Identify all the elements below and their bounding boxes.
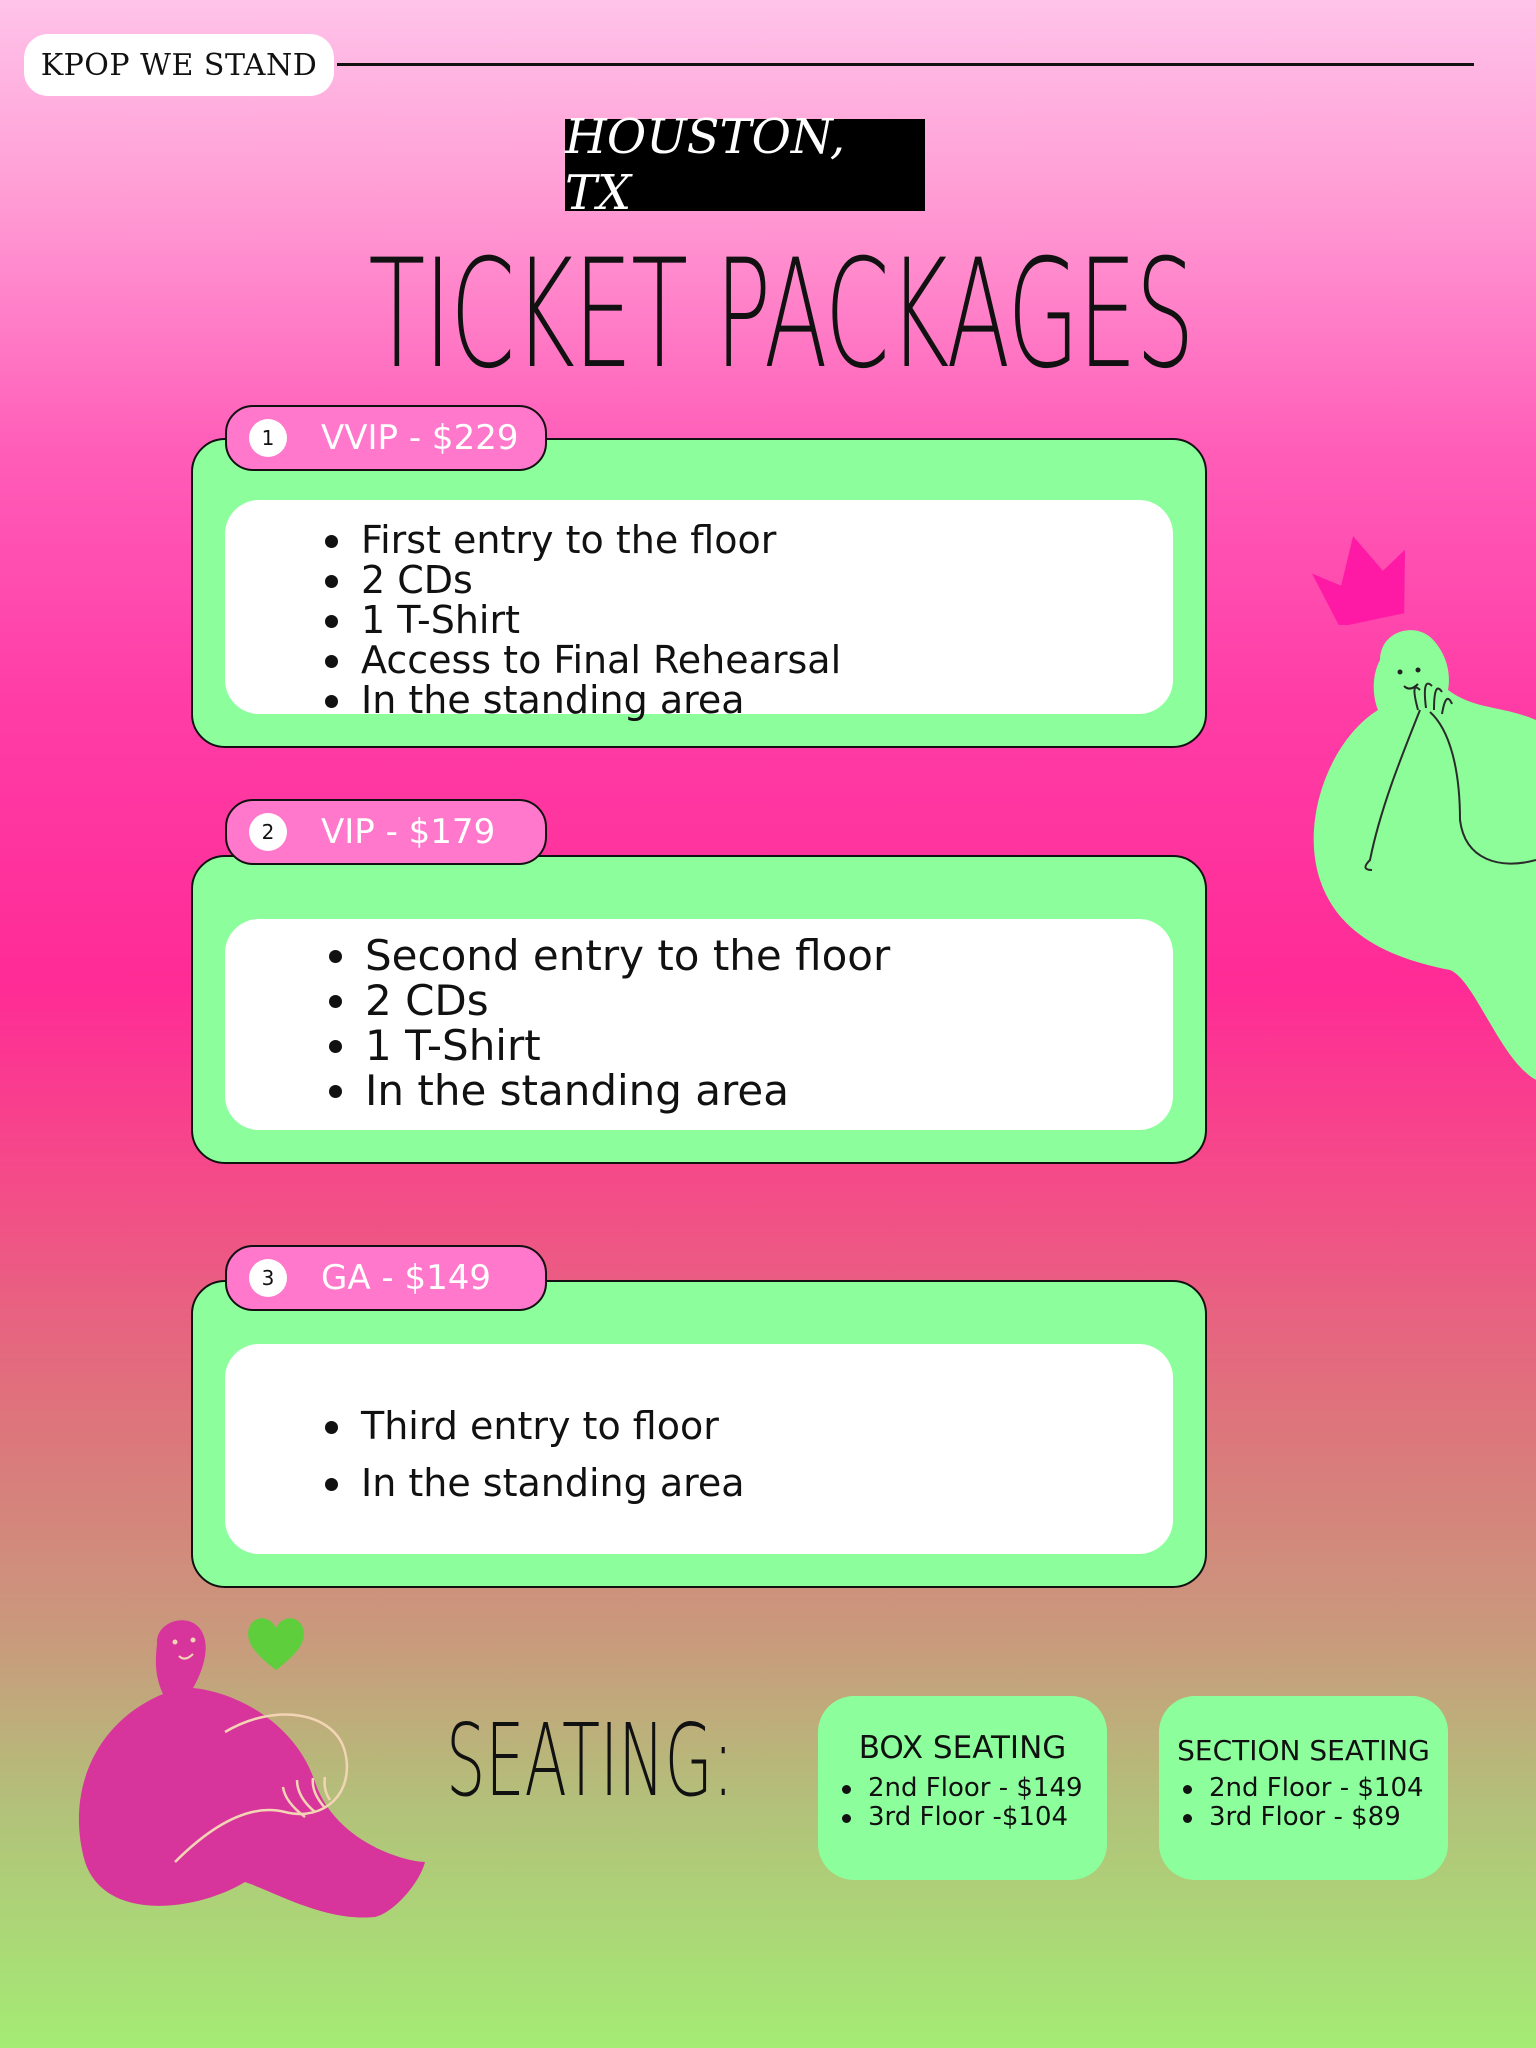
feature-item: 2 CDs — [325, 560, 841, 600]
package-label: GA - $149 — [321, 1258, 492, 1298]
feature-item: 1 T-Shirt — [329, 1023, 890, 1068]
package-details — [225, 500, 1173, 722]
package-features — [325, 1398, 745, 1512]
package-card-vip — [191, 855, 1207, 1164]
crown-icon — [1310, 525, 1416, 625]
feature-item: In the standing area — [329, 1068, 890, 1113]
pink-figure-illustration — [75, 1612, 435, 1962]
section-seating-card — [1159, 1696, 1448, 1880]
feature-item: Second entry to the floor — [329, 933, 890, 978]
package-details — [225, 919, 1173, 1130]
package-number: 3 — [249, 1259, 287, 1297]
seating-price-item: 2nd Floor - $149 — [842, 1774, 1083, 1803]
package-number: 2 — [249, 813, 287, 851]
feature-item: 1 T-Shirt — [325, 600, 841, 640]
package-number: 1 — [249, 419, 287, 457]
package-label: VIP - $179 — [321, 812, 496, 852]
package-tab-ga — [225, 1245, 547, 1311]
seating-prices — [1183, 1774, 1424, 1832]
feature-item: In the standing area — [325, 1455, 745, 1512]
seating-title: SEATING: — [446, 1702, 734, 1819]
package-label: VVIP - $229 — [321, 418, 519, 458]
seating-heading: BOX SEATING — [858, 1730, 1067, 1766]
seating-heading: SECTION SEATING — [1177, 1734, 1430, 1767]
package-features — [325, 520, 841, 720]
feature-item: First entry to the floor — [325, 520, 841, 560]
seating-price-item: 2nd Floor - $104 — [1183, 1774, 1424, 1803]
feature-item: Third entry to floor — [325, 1398, 745, 1455]
seating-prices — [842, 1774, 1083, 1832]
package-tab-vip — [225, 799, 547, 865]
seating-price-item: 3rd Floor -$104 — [842, 1803, 1083, 1832]
package-features — [329, 933, 890, 1113]
header-divider — [337, 63, 1474, 66]
seating-price-item: 3rd Floor - $89 — [1183, 1803, 1424, 1832]
feature-item: In the standing area — [325, 680, 841, 720]
package-tab-vvip — [225, 405, 547, 471]
brand-badge: KPOP WE STAND — [24, 34, 334, 96]
feature-item: Access to Final Rehearsal — [325, 640, 841, 680]
feature-item: 2 CDs — [329, 978, 890, 1023]
package-card-ga — [191, 1280, 1207, 1588]
green-figure-illustration — [1300, 620, 1536, 1140]
box-seating-card — [818, 1696, 1107, 1880]
package-details — [225, 1344, 1173, 1554]
page-title: TICKET PACKAGES — [368, 228, 1194, 402]
package-card-vvip — [191, 438, 1207, 748]
city-label: HOUSTON, TX — [565, 119, 925, 211]
